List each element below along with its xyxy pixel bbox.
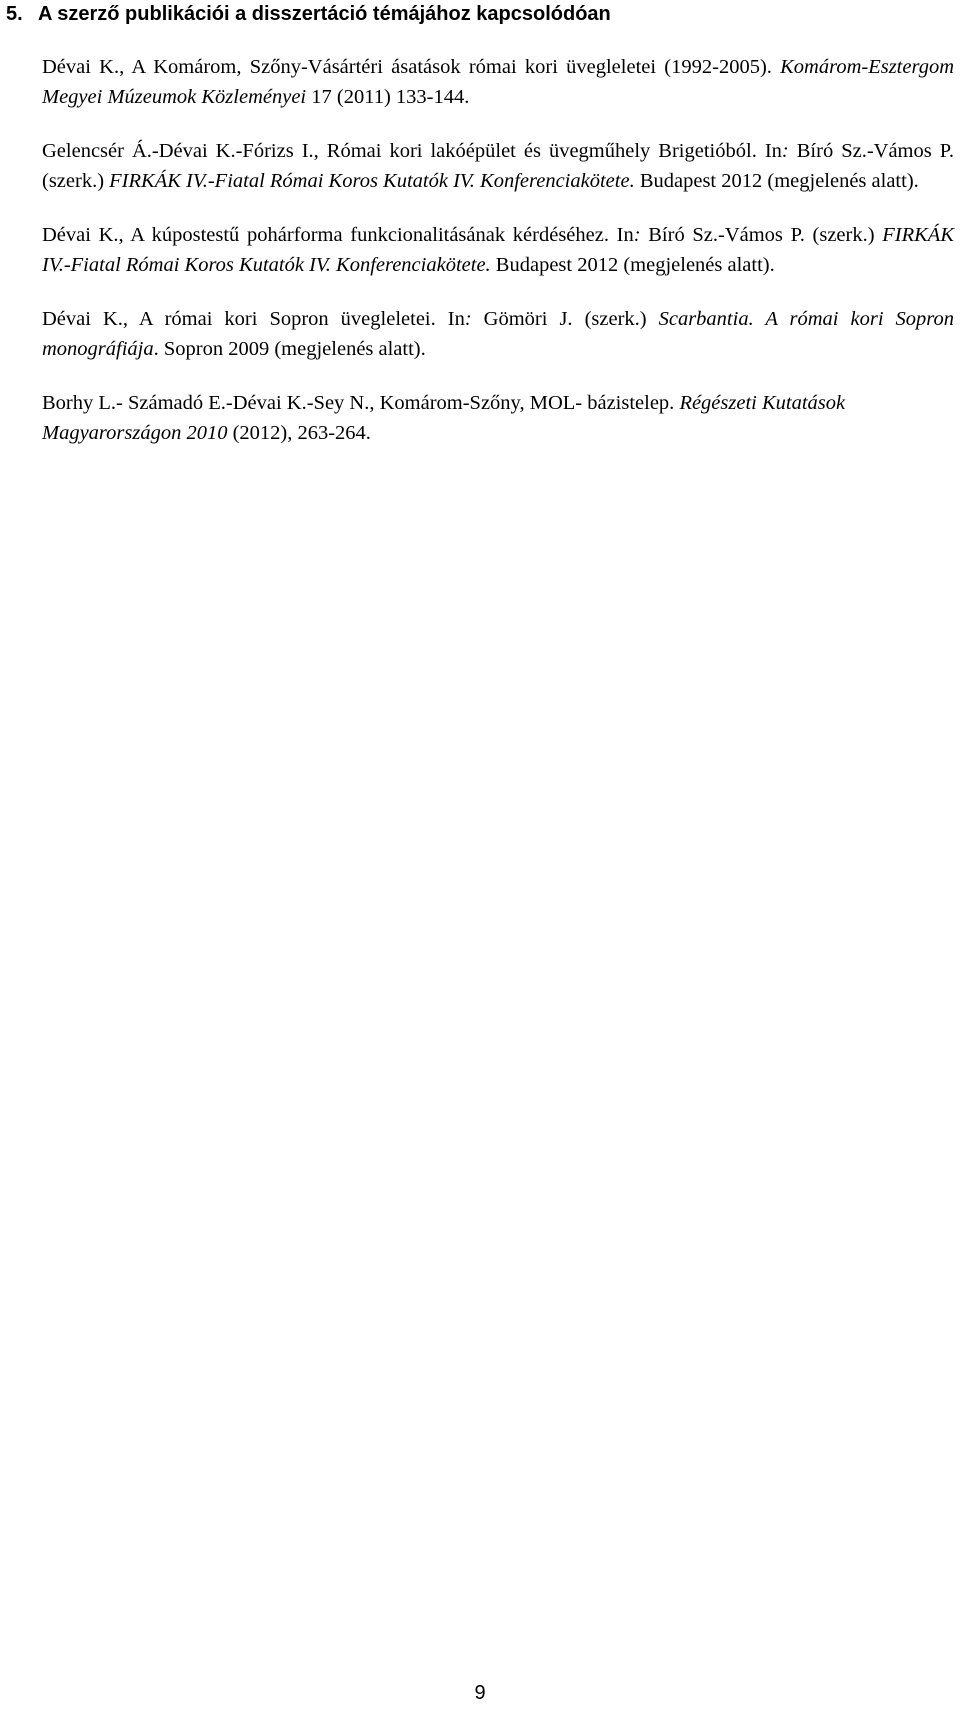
reference-item xyxy=(42,52,954,112)
reference-text: Gelencsér Á.-Dévai K.-Fórizs I., Római kori lakóépület és üvegműhely Brigetióból. In xyxy=(42,140,782,162)
reference-item xyxy=(42,136,954,196)
page-number: 9 xyxy=(474,1682,486,1704)
reference-list xyxy=(42,52,954,472)
section-number: 5. xyxy=(6,3,23,25)
reference-text: Budapest 2012 (megjelenés alatt). xyxy=(634,170,919,192)
reference-text: Budapest 2012 (megjelenés alatt). xyxy=(490,254,775,276)
reference-journal: Régészeti Kutatások Magyarországon 2010 xyxy=(42,392,846,444)
reference-journal: FIRKÁK IV.-Fiatal Római Koros Kutatók IV. Konferenciakötete. xyxy=(42,224,954,276)
reference-text: . Sopron 2009 (megjelenés alatt). xyxy=(153,338,426,360)
reference-item xyxy=(42,220,954,280)
reference-journal: Komárom-Esztergom Megyei Múzeumok Közleményei xyxy=(42,56,954,108)
reference-text: Dévai K., A római kori Sopron üvegleletei. In xyxy=(42,308,465,330)
reference-item xyxy=(42,304,954,364)
section-title: A szerző publikációi a disszertáció témájához kapcsolódóan xyxy=(38,3,611,25)
reference-text: (2012), 263-264. xyxy=(227,422,371,444)
reference-text: : xyxy=(781,140,789,162)
reference-item xyxy=(42,388,954,448)
reference-text: : xyxy=(464,308,472,330)
reference-journal: FIRKÁK IV.-Fiatal Római Koros Kutatók IV. Konferenciakötete. xyxy=(109,170,635,192)
reference-text: 17 (2011) 133-144. xyxy=(306,86,470,108)
reference-text: Dévai K., A kúpostestű pohárforma funkcionalitásának kérdéséhez. In xyxy=(42,224,634,246)
reference-text: Gömöri J. (szerk.) xyxy=(471,308,659,330)
section-heading xyxy=(6,0,611,28)
reference-text: Bíró Sz.-Vámos P. (szerk.) xyxy=(640,224,883,246)
reference-text: Borhy L.- Számadó E.-Dévai K.-Sey N., Komárom-Szőny, MOL- bázistelep. xyxy=(42,392,680,414)
reference-journal: Scarbantia. A római kori Sopron monográfiája xyxy=(42,308,954,360)
reference-text: Dévai K., A Komárom, Szőny-Vásártéri ásatások római kori üvegleletei (1992-2005). xyxy=(42,56,781,78)
reference-text: : xyxy=(633,224,641,246)
reference-text: Bíró Sz.-Vámos P. (szerk.) xyxy=(42,140,954,192)
